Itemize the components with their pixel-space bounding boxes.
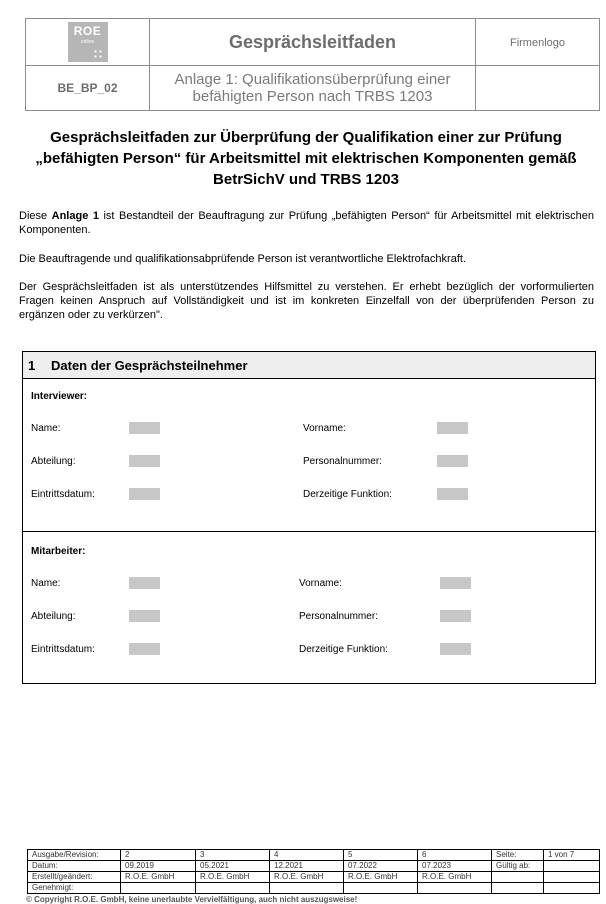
interviewer-eintrittsdatum-label: Eintrittsdatum:	[31, 489, 95, 500]
interviewer-abteilung-field[interactable]	[129, 455, 160, 467]
copyright-notice: © Copyright R.O.E. GmbH, keine unerlaubte Vervielfältigung, auch nicht auszugsweise!	[26, 895, 358, 904]
header-title: Gesprächsleitfaden	[228, 31, 397, 52]
mitarbeiter-abteilung-label: Abteilung:	[31, 611, 76, 622]
logo-dots-icon	[93, 49, 103, 59]
paragraph-intro: Diese Anlage 1 ist Bestandteil der Beauftragung zur Prüfung „befähigten Person“ für Arbeitsmittel mit elektrischen Komponenten.	[19, 210, 594, 236]
interviewer-personalnummer-field[interactable]	[437, 455, 468, 467]
interviewer-funktion-label: Derzeitige Funktion:	[303, 489, 392, 500]
document-code: BE_BP_02	[57, 81, 118, 95]
mitarbeiter-funktion-label: Derzeitige Funktion:	[299, 644, 388, 655]
approval-row: Genehmigt:	[28, 883, 600, 894]
interviewer-abteilung-label: Abteilung:	[31, 456, 76, 467]
mitarbeiter-personalnummer-field[interactable]	[440, 610, 471, 622]
revision-row: Ausgabe/Revision: 2 3 4 5 6 Seite: 1 von 7	[28, 850, 600, 861]
interviewer-vorname-label: Vorname:	[303, 423, 346, 434]
logo-subtext: online	[80, 39, 95, 45]
section-divider	[23, 531, 595, 532]
interviewer-funktion-field[interactable]	[437, 488, 468, 500]
interviewer-title: Interviewer:	[31, 391, 88, 402]
document-header	[25, 18, 600, 111]
header-empty-cell	[476, 66, 600, 111]
mitarbeiter-abteilung-field[interactable]	[129, 610, 160, 622]
interviewer-vorname-field[interactable]	[437, 422, 468, 434]
revision-table	[27, 849, 600, 894]
interviewer-eintrittsdatum-field[interactable]	[129, 488, 160, 500]
interviewer-personalnummer-label: Personalnummer:	[303, 456, 382, 467]
mitarbeiter-vorname-label: Vorname:	[299, 578, 342, 589]
interviewer-name-field[interactable]	[129, 422, 160, 434]
logo-cell	[26, 19, 150, 66]
section-header	[23, 352, 595, 379]
section-number: 1	[28, 358, 36, 373]
paragraph-guide: Der Gesprächsleitfaden ist als unterstützendes Hilfsmittel zu verstehen. Er erhebt bezüglich der vorformulierten Fragen keinen Anspruch auf Vollständigkeit und ist im konkreten Einzelfall von der überprüfenden Person zu ergänzen oder zu verkürzen".	[19, 281, 594, 321]
anlage-label: Anlage 1	[51, 210, 99, 222]
section-title: Daten der Gesprächsteilnehmer	[51, 358, 248, 373]
author-row: Erstellt/geändert: R.O.E. GmbH R.O.E. GmbH R.O.E. GmbH R.O.E. GmbH R.O.E. GmbH	[28, 872, 600, 883]
date-row: Datum: 09.2019 05.2021 12.2021 07.2022 07.2023 Gültig ab:	[28, 861, 600, 872]
firm-logo-placeholder: Firmenlogo	[509, 37, 566, 49]
mitarbeiter-name-label: Name:	[31, 578, 61, 589]
main-title: Gesprächsleitfaden zur Überprüfung der Qualifikation einer zur Prüfung „befähigten Person“ für Arbeitsmittel mit elektrischen Komponenten gemäß BetrSichV und TRBS 1203	[35, 129, 577, 188]
section-participants	[22, 351, 596, 684]
mitarbeiter-eintrittsdatum-field[interactable]	[129, 643, 160, 655]
roe-logo	[68, 22, 108, 62]
mitarbeiter-personalnummer-label: Personalnummer:	[299, 611, 378, 622]
mitarbeiter-funktion-field[interactable]	[440, 643, 471, 655]
mitarbeiter-title: Mitarbeiter:	[31, 546, 86, 557]
logo-text: ROE	[73, 24, 102, 38]
header-subtitle: Anlage 1: Qualifikationsüberprüfung einer befähigten Person nach TRBS 1203	[174, 71, 451, 105]
mitarbeiter-eintrittsdatum-label: Eintrittsdatum:	[31, 644, 95, 655]
mitarbeiter-vorname-field[interactable]	[440, 577, 471, 589]
interviewer-name-label: Name:	[31, 423, 61, 434]
paragraph-responsible: Die Beauftragende und qualifikationsabprüfende Person ist verantwortliche Elektrofachkraft.	[19, 253, 466, 265]
mitarbeiter-name-field[interactable]	[129, 577, 160, 589]
